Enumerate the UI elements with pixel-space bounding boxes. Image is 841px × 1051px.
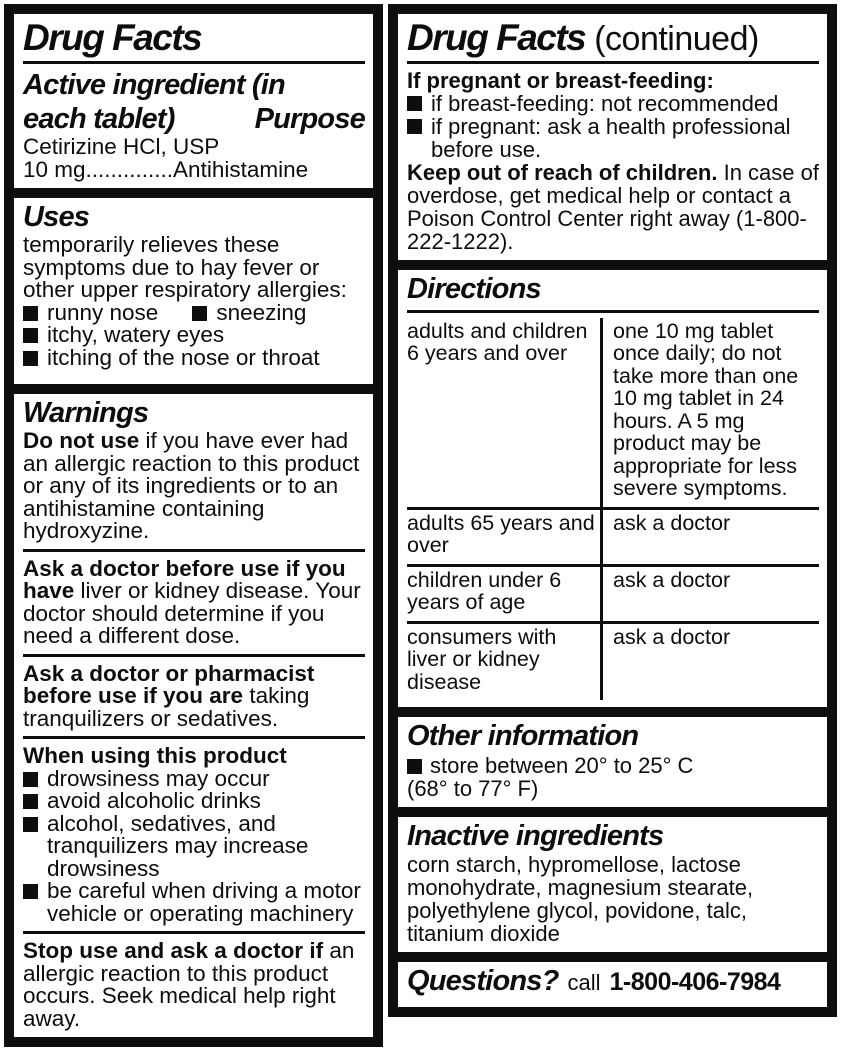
- panel-drug-facts-continued: [388, 4, 837, 270]
- panel-questions: [388, 952, 837, 1017]
- storage-note: [407, 754, 819, 800]
- warning-bold-lead: Stop use and ask a doctor if: [23, 938, 324, 964]
- questions-line: [407, 965, 819, 998]
- active-ingredient-heading-left: each tablet): [23, 102, 175, 135]
- bullet-square-icon: [407, 759, 422, 774]
- questions-phone: 1-800-406-7984: [609, 967, 781, 996]
- warning-bullet: [23, 765, 365, 791]
- warning-when-using-heading: When using this product: [23, 743, 287, 769]
- uses-bullet-text: itchy, watery eyes: [47, 322, 225, 348]
- title-rule: [23, 61, 365, 64]
- panel-other-information: [388, 707, 837, 816]
- drug-facts-continued-title-main: Drug Facts: [407, 17, 586, 58]
- bullet-square-icon: [23, 772, 38, 787]
- storage-line2: (68° to 77° F): [407, 775, 539, 801]
- warning-bold-lead: Ask a doctor before use if you have: [23, 555, 346, 604]
- questions-title: Questions?: [407, 964, 559, 997]
- warning-divider: [23, 654, 365, 657]
- warning-bullet: [23, 880, 365, 925]
- uses-bullet: [23, 299, 159, 325]
- storage-line1: store between 20° to 25° C: [430, 752, 694, 778]
- directions-who-cell: consumers with liver or kidney disease: [407, 624, 603, 701]
- drug-facts-continued-title: [407, 17, 819, 58]
- active-ingredient-name: Cetirizine HCl, USP: [23, 134, 220, 160]
- uses-bullet: [23, 324, 365, 347]
- warning-bullet: [23, 790, 365, 813]
- pregnant-heading: If pregnant or breast-feeding:: [407, 68, 714, 94]
- directions-dose-cell: ask a doctor: [613, 624, 731, 649]
- warning-divider: [23, 931, 365, 934]
- warning-ask-doctor: [23, 555, 365, 649]
- warning-bullet-text: be careful when driving a motor vehicle or operating machinery: [47, 878, 361, 926]
- inactive-ingredients-text: corn starch, hypromellose, lactose monohydrate, magnesium stearate, polyethylene glycol, povidone, talc, titanium dioxide: [407, 851, 754, 946]
- uses-bullet-text: itching of the nose or throat: [47, 344, 320, 370]
- warning-do-not-use: [23, 430, 365, 543]
- uses-bullet-text: sneezing: [216, 299, 307, 325]
- directions-dose-cell: one 10 mg tablet once daily; do not take more than one 10 mg tablet in 24 hours. A 5 mg product may be appropriate for less severe symptoms.: [603, 318, 819, 510]
- warning-divider: [23, 736, 365, 739]
- directions-dose-cell: ask a doctor: [603, 567, 819, 624]
- warning-bold-lead: Do not use: [23, 428, 140, 454]
- keep-out-bold-lead: Keep out of reach of children.: [407, 160, 718, 186]
- bullet-square-icon: [407, 96, 422, 111]
- warning-ask-pharmacist: [23, 660, 365, 731]
- warning-text: an allergic reaction to this product occurs. Seek medical help right away.: [23, 938, 355, 1031]
- questions-call-label: call: [567, 969, 601, 995]
- bullet-square-icon: [23, 351, 38, 366]
- bullet-square-icon: [192, 306, 207, 321]
- bullet-square-icon: [407, 119, 422, 134]
- bullet-square-icon: [23, 817, 38, 832]
- panel-drug-facts: [4, 4, 383, 198]
- purpose-heading: Purpose: [254, 102, 365, 135]
- right-column: [388, 4, 837, 1017]
- directions-who-cell: adults 65 years and over: [407, 510, 603, 567]
- pregnant-bullet-text: if pregnant: ask a health professional before use.: [431, 114, 791, 163]
- other-information-title: Other information: [407, 720, 639, 753]
- uses-title: Uses: [23, 201, 90, 234]
- warnings-title: Warnings: [23, 397, 149, 430]
- panel-warnings: [4, 384, 383, 1047]
- warning-bullet-text: avoid alcoholic drinks: [47, 788, 261, 814]
- directions-who-cell: children under 6 years of age: [407, 567, 603, 624]
- left-column: [4, 4, 383, 1047]
- active-ingredient-dose: 10 mg..............Antihistamine: [23, 156, 309, 182]
- bullet-square-icon: [23, 328, 38, 343]
- uses-bullet: [192, 299, 307, 325]
- title-rule: [407, 310, 819, 313]
- active-ingredient-heading-line2: [23, 103, 365, 136]
- warning-divider: [23, 549, 365, 552]
- warning-text: taking tranquilizers or sedatives.: [23, 683, 310, 731]
- warning-bold-lead: Ask a doctor or pharmacist before use if you are: [23, 660, 315, 709]
- pregnant-bullet: [407, 92, 819, 115]
- uses-bullet-text: runny nose: [47, 299, 159, 325]
- uses-intro: temporarily relieves these symptoms due to hay fever or other upper respiratory allergies:: [23, 232, 347, 303]
- directions-title: Directions: [407, 273, 541, 306]
- bullet-square-icon: [23, 884, 38, 899]
- warning-text: liver or kidney disease. Your doctor should determine if you need a different dose.: [23, 578, 361, 649]
- warning-text: if you have ever had an allergic reaction to this product or any of its ingredients or to an antihistamine containing hydroxyzine.: [23, 428, 360, 544]
- warning-bullet-text: alcohol, sedatives, and tranquilizers may increase drowsiness: [47, 810, 309, 881]
- keep-out-of-reach: [407, 161, 819, 253]
- panel-inactive-ingredients: [388, 807, 837, 962]
- drug-facts-title: Drug Facts: [23, 17, 202, 58]
- keep-out-text: In case of overdose, get medical help or contact a Poison Control Center right away (1-800-222-1222).: [407, 160, 819, 255]
- uses-bullet-row: [23, 299, 365, 325]
- panel-directions: [388, 260, 837, 717]
- warning-bullet: [23, 810, 365, 881]
- pregnant-bullet: [407, 115, 819, 161]
- directions-dose-cell: ask a doctor: [603, 510, 819, 567]
- drug-facts-continued-suffix: (continued): [585, 20, 759, 58]
- warning-bullet-text: drowsiness may occur: [47, 765, 270, 791]
- directions-who-cell: adults and children 6 years and over: [407, 318, 603, 510]
- panel-uses: [4, 188, 383, 394]
- warning-stop-use: [23, 940, 365, 1030]
- bullet-square-icon: [23, 306, 38, 321]
- active-ingredient-heading-line1: Active ingredient (in: [23, 69, 285, 102]
- inactive-ingredients-title: Inactive ingredients: [407, 819, 664, 852]
- uses-bullet: [23, 344, 365, 370]
- directions-table: [407, 318, 819, 701]
- pregnant-bullet-text: if breast-feeding: not recommended: [431, 91, 779, 117]
- title-rule: [407, 61, 819, 64]
- bullet-square-icon: [23, 794, 38, 809]
